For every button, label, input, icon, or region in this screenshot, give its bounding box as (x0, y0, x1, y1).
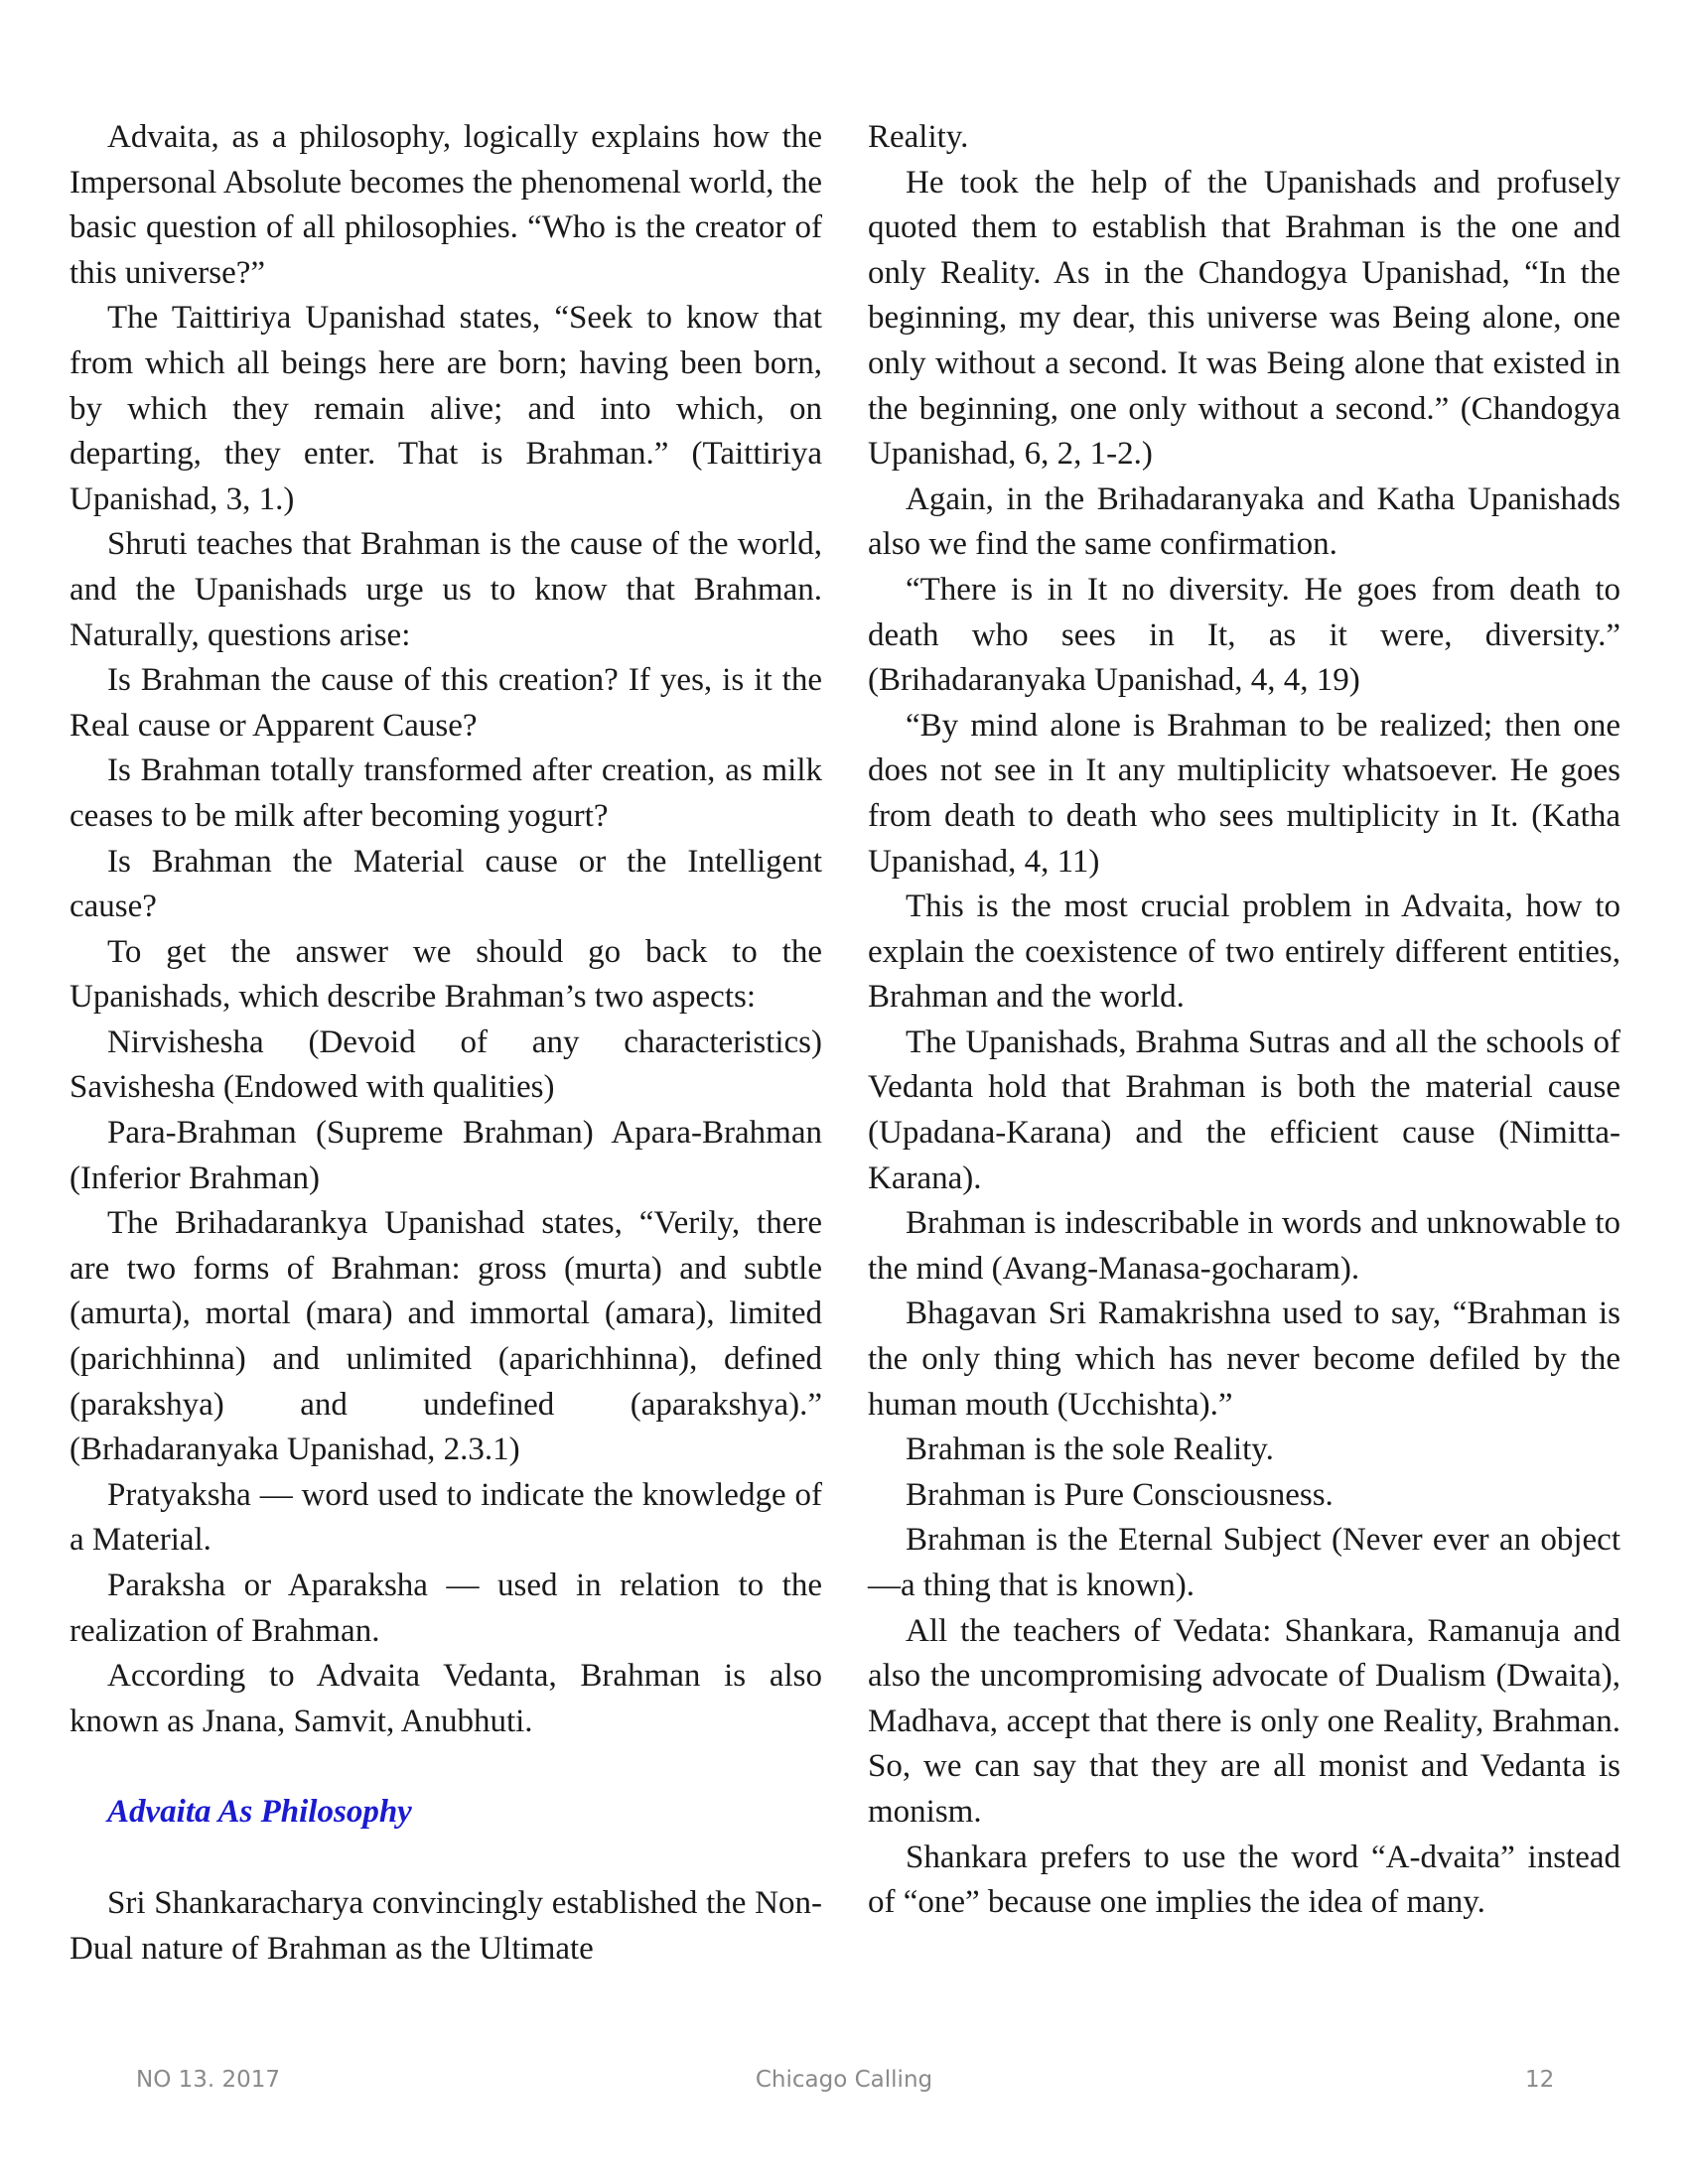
paragraph: Para-Brahman (Supreme Brahman) Apara-Brahman (Inferior Brahman) (70, 1115, 822, 1196)
paragraph: The Upanishads, Brahma Sutras and all the schools of Vedanta hold that Brahman is both the material cause (Upadana-Karana) and the efficient cause (Nimitta-Karana). (868, 1024, 1620, 1196)
paragraph: Shruti teaches that Brahman is the cause of the world, and the Upanishads urge us to know that Brahman. Naturally, questions arise: (70, 526, 822, 653)
paragraph: Again, in the Brihadaranyaka and Katha Upanishads also we find the same confirmation. (868, 480, 1620, 563)
paragraph: Is Brahman totally transformed after creation, as milk ceases to be milk after becoming yogurt? (70, 752, 822, 834)
paragraph: Advaita, as a philosophy, logically explains how the Impersonal Absolute becomes the phenomenal world, the basic question of all philosophies. “Who is the creator of this universe?” (70, 119, 822, 291)
paragraph: Brahman is the Eternal Subject (Never ever an object—a thing that is known). (868, 1522, 1620, 1603)
paragraph: Brahman is Pure Consciousness. (906, 1476, 1334, 1513)
paragraph: According to Advaita Vedanta, Brahman is also known as Jnana, Samvit, Anubhuti. (70, 1658, 822, 1739)
paragraph: Brahman is indescribable in words and unknowable to the mind (Avang-Manasa-gocharam). (868, 1205, 1620, 1287)
paragraph-continuation: Reality. (868, 119, 969, 155)
paragraph: “By mind alone is Brahman to be realized; then one does not see in It any multiplicity whatsoever. He goes from death to death who sees multiplicity in It. (Katha Upanishad, 4, 11) (868, 707, 1620, 880)
paragraph: Is Brahman the Material cause or the Intelligent cause? (70, 843, 822, 925)
paragraph: He took the help of the Upanishads and profusely quoted them to establish that Brahman is the one and only Reality. As in the Chandogya Upanishad, “In the beginning, my dear, this universe was Being alone, one only without a second. It was Being alone that existed in the beginning, one only without a second.” (Chandogya Upanishad, 6, 2, 1-2.) (868, 164, 1620, 473)
paragraph: Pratyaksha — word used to indicate the knowledge of a Material. (70, 1476, 822, 1559)
section-heading: Advaita As Philosophy (107, 1794, 412, 1831)
paragraph: Nirvishesha (Devoid of any characteristics) Savishesha (Endowed with qualities) (70, 1024, 822, 1106)
page-number: 12 (1525, 2067, 1555, 2093)
paragraph: The Taittiriya Upanishad states, “Seek to know that from which all beings here are born; having been born, by which they remain alive; and into which, on departing, they enter. That is Brahman.” (Taittiriya Upanishad, 3, 1.) (70, 300, 822, 517)
paragraph: The Brihadarankya Upanishad states, “Verily, there are two forms of Brahman: gross (murta) and subtle (amurta), mortal (mara) and immortal (amara), limited (parichhinna) and unlimited (aparichhinna), defined (parakshya) and undefined (aparakshya).” (Brhadaranyaka Upanishad, 2.3.1) (70, 1205, 822, 1468)
paragraph: Sri Shankaracharya convincingly established the Non-Dual nature of Brahman as the Ultimate (70, 1884, 822, 1967)
left-column (70, 115, 822, 1972)
right-column (868, 115, 1620, 1926)
paragraph: Shankara prefers to use the word “A-dvaita” instead of “one” because one implies the idea of many. (868, 1839, 1620, 1921)
paragraph: Is Brahman the cause of this creation? If yes, is it the Real cause or Apparent Cause? (70, 662, 822, 744)
paragraph: To get the answer we should go back to the Upanishads, which describe Brahman’s two aspects: (70, 933, 822, 1016)
paragraph: “There is in It no diversity. He goes from death to death who sees in It, as it were, diversity.” (Brihadaranyaka Upanishad, 4, 4, 19) (868, 571, 1620, 699)
paragraph: All the teachers of Vedata: Shankara, Ramanuja and also the uncompromising advocate of Dualism (Dwaita), Madhava, accept that there is only one Reality, Brahman. So, we can say that they are all monist and Vedanta is monism. (868, 1612, 1620, 1830)
footer-publication: Chicago Calling (755, 2067, 933, 2093)
footer-issue: NO 13. 2017 (136, 2067, 281, 2093)
paragraph: This is the most crucial problem in Advaita, how to explain the coexistence of two entirely different entities, Brahman and the world. (868, 888, 1620, 1016)
paragraph: Brahman is the sole Reality. (906, 1432, 1274, 1468)
page-footer (0, 2067, 1688, 2097)
paragraph: Bhagavan Sri Ramakrishna used to say, “Brahman is the only thing which has never become defiled by the human mouth (Ucchishta).” (868, 1296, 1620, 1423)
paragraph: Paraksha or Aparaksha — used in relation to the realization of Brahman. (70, 1568, 822, 1649)
